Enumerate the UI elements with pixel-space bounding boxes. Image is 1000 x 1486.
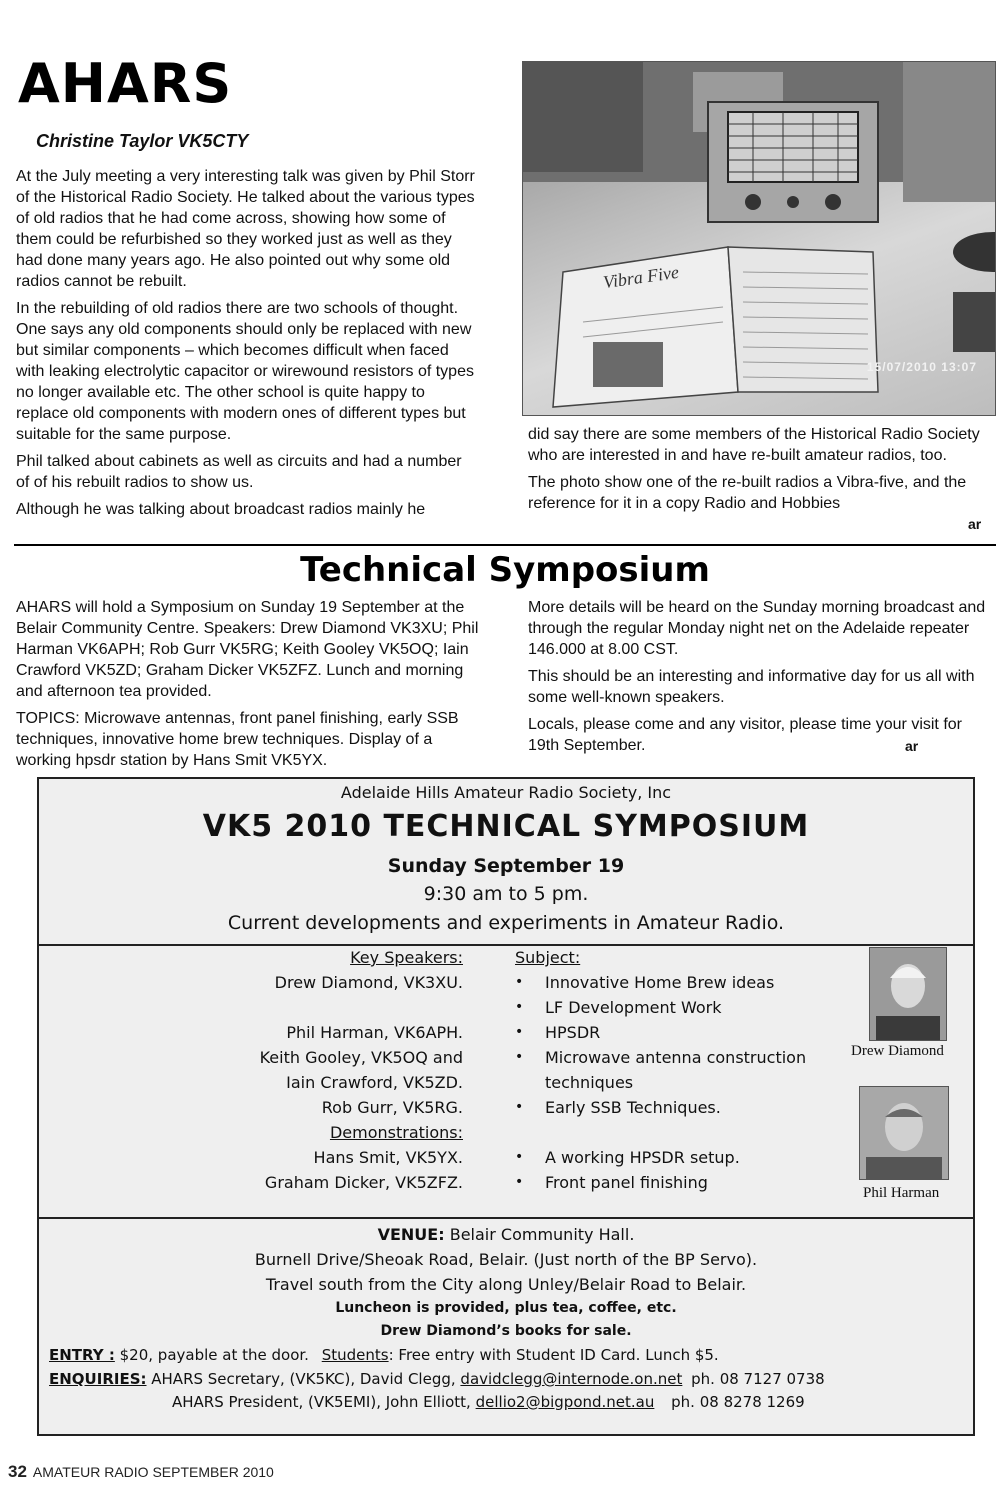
speaker-name: Iain Crawford, VK5ZD. bbox=[286, 1073, 463, 1092]
symposium-flyer bbox=[37, 777, 975, 1436]
bullet-icon: • bbox=[515, 1149, 524, 1165]
speaker-name: Rob Gurr, VK5RG. bbox=[321, 1098, 463, 1117]
bullet-icon: • bbox=[515, 1049, 524, 1065]
section-divider bbox=[14, 544, 996, 546]
venue-line bbox=[39, 1225, 973, 1244]
venue-address: Burnell Drive/Sheoak Road, Belair. (Just north of the BP Servo). bbox=[254, 1250, 758, 1269]
subject-item: LF Development Work bbox=[545, 998, 722, 1017]
bullet-icon: • bbox=[515, 1024, 524, 1040]
article-right-column bbox=[528, 424, 992, 520]
books-note: Drew Diamond’s books for sale. bbox=[380, 1323, 632, 1339]
flyer-tagline: Current developments and experiments in Amateur Radio. bbox=[227, 912, 785, 934]
vibra-five-photo bbox=[522, 61, 996, 416]
speaker-name: Drew Diamond, VK3XU. bbox=[274, 973, 463, 992]
drew-diamond-photo bbox=[869, 947, 947, 1041]
secretary-email-link[interactable]: davidclegg@internode.on.net bbox=[460, 1370, 683, 1388]
article-paragraph: Although he was talking about broadcast radios mainly he bbox=[16, 501, 426, 518]
portrait-caption: Drew Diamond bbox=[851, 1043, 944, 1059]
portrait-caption: Phil Harman bbox=[863, 1185, 940, 1201]
bullet-icon: • bbox=[515, 999, 524, 1015]
enquiries-president: AHARS President, (VK5EMI), John Elliott, bbox=[172, 1393, 471, 1411]
students-label: Students bbox=[321, 1346, 389, 1364]
symposium-end-mark: ar bbox=[905, 738, 919, 754]
symposium-paragraph: TOPICS: Microwave antennas, front panel finishing, early SSB techniques, innovative home brew techniques. Display of a working hpsdr station by Hans Smit VK5YX. bbox=[16, 710, 459, 769]
flyer-org: Adelaide Hills Amateur Radio Society, Inc bbox=[340, 783, 672, 802]
demo-subject: Front panel finishing bbox=[545, 1173, 708, 1192]
flyer-speakers bbox=[39, 944, 973, 1219]
symposium-paragraph: More details will be heard on the Sunday morning broadcast and through the regular Monday night net on the Adelaide repeater 146.000 at 8.00 CST. bbox=[528, 599, 986, 658]
bullet-icon: • bbox=[515, 1174, 524, 1190]
flyer-headline: VK5 2010 TECHNICAL SYMPOSIUM bbox=[202, 809, 810, 844]
flyer-time: 9:30 am to 5 pm. bbox=[423, 883, 589, 905]
speaker-name: Keith Gooley, VK5OQ and bbox=[259, 1048, 463, 1067]
article-author: Christine Taylor VK5CTY bbox=[36, 131, 249, 151]
entry-line bbox=[49, 1346, 719, 1364]
photo-timestamp: 15/07/2010 13:07 bbox=[866, 360, 977, 374]
demo-speaker: Graham Dicker, VK5ZFZ. bbox=[264, 1173, 463, 1192]
article-paragraph: Phil talked about cabinets as well as circuits and had a number of of his rebuilt radios to show us. bbox=[16, 453, 462, 491]
enquiries-line bbox=[49, 1370, 825, 1388]
article-end-mark: ar bbox=[968, 516, 982, 532]
flyer-header bbox=[39, 779, 973, 946]
article-left-column bbox=[16, 166, 478, 526]
entry-label: ENTRY : bbox=[49, 1346, 115, 1364]
flyer-venue bbox=[39, 1217, 973, 1434]
subject-item: techniques bbox=[545, 1073, 634, 1092]
speakers-heading: Key Speakers: bbox=[350, 948, 463, 967]
symposium-left-column bbox=[16, 597, 490, 777]
demo-subject: A working HPSDR setup. bbox=[545, 1148, 740, 1167]
entry-text: $20, payable at the door. bbox=[119, 1346, 309, 1364]
enquiries-label: ENQUIRIES: bbox=[49, 1370, 147, 1388]
subject-heading: Subject: bbox=[515, 948, 581, 967]
president-line bbox=[172, 1393, 805, 1411]
symposium-paragraph: Locals, please come and any visitor, please time your visit for 19th September. bbox=[528, 716, 962, 754]
subject-item: Early SSB Techniques. bbox=[545, 1098, 721, 1117]
page-number: 32 bbox=[8, 1462, 27, 1481]
symposium-title: Technical Symposium bbox=[300, 550, 710, 590]
venue-directions: Travel south from the City along Unley/Belair Road to Belair. bbox=[265, 1275, 747, 1294]
president-phone: ph. 08 8278 1269 bbox=[671, 1393, 805, 1411]
venue-label: VENUE: bbox=[377, 1225, 445, 1244]
subject-item: HPSDR bbox=[545, 1023, 601, 1042]
speaker-name: Phil Harman, VK6APH. bbox=[286, 1023, 463, 1042]
symposium-paragraph: AHARS will hold a Symposium on Sunday 19 September at the Belair Community Centre. Speakers: Drew Diamond VK3XU; Phil Harman VK6APH; Rob Gurr VK5RG; Keith Gooley VK5OQ; Iain Crawford VK5ZD; Graham Dicker VK5ZFZ. Lunch and morning and afternoon tea provided. bbox=[16, 599, 479, 700]
symposium-right-column bbox=[528, 597, 992, 762]
secretary-phone: ph. 08 7127 0738 bbox=[691, 1370, 825, 1388]
portrait-icon bbox=[860, 1087, 948, 1179]
bullet-icon: • bbox=[515, 1099, 524, 1115]
enquiries-secretary: AHARS Secretary, (VK5KC), David Clegg, bbox=[146, 1370, 456, 1388]
portrait-icon bbox=[870, 948, 946, 1040]
demo-speaker: Hans Smit, VK5YX. bbox=[313, 1148, 463, 1167]
flyer-date: Sunday September 19 bbox=[387, 855, 625, 877]
subject-item: Innovative Home Brew ideas bbox=[545, 973, 775, 992]
book-title-text: Vibra Five bbox=[601, 261, 681, 293]
article-paragraph: did say there are some members of the Historical Radio Society who are interested in and have re-built amateur radios, too. bbox=[528, 426, 980, 464]
president-email-link[interactable]: dellio2@bigpond.net.au bbox=[475, 1393, 655, 1411]
demonstrations-heading: Demonstrations: bbox=[329, 1123, 463, 1142]
article-title: AHARS bbox=[18, 52, 233, 115]
subject-item: Microwave antenna construction bbox=[545, 1048, 807, 1067]
page-footer bbox=[8, 1462, 274, 1482]
article-paragraph: The photo show one of the re-built radios a Vibra-five, and the reference for it in a copy Radio and Hobbies bbox=[528, 474, 967, 512]
bullet-icon: • bbox=[515, 974, 524, 990]
phil-harman-photo bbox=[859, 1086, 949, 1180]
luncheon-note: Luncheon is provided, plus tea, coffee, etc. bbox=[335, 1300, 677, 1316]
publication-name: AMATEUR RADIO SEPTEMBER 2010 bbox=[32, 1464, 274, 1480]
article-paragraph: In the rebuilding of old radios there are two schools of thought. One says any old components should only be replaced with new but similar components – which becomes difficult when faced with leaking electrolytic capacitor or wirewound resistors of types no longer available etc. The other school is quite happy to replace old components with modern ones of different types but suitable for the same purpose. bbox=[16, 300, 474, 443]
symposium-paragraph: This should be an interesting and informative day for us all with some well-known speakers. bbox=[528, 668, 975, 706]
students-text: : Free entry with Student ID Card. Lunch $5. bbox=[388, 1346, 719, 1364]
article-paragraph: At the July meeting a very interesting talk was given by Phil Storr of the Historical Radio Society. He talked about the various types of old radios that he had come across, showing how some of them could be refurbished so they worked just as well as they had done many years ago. He also pointed out why some old radios cannot be rebuilt. bbox=[16, 168, 475, 290]
venue-name: Belair Community Hall. bbox=[449, 1225, 635, 1244]
